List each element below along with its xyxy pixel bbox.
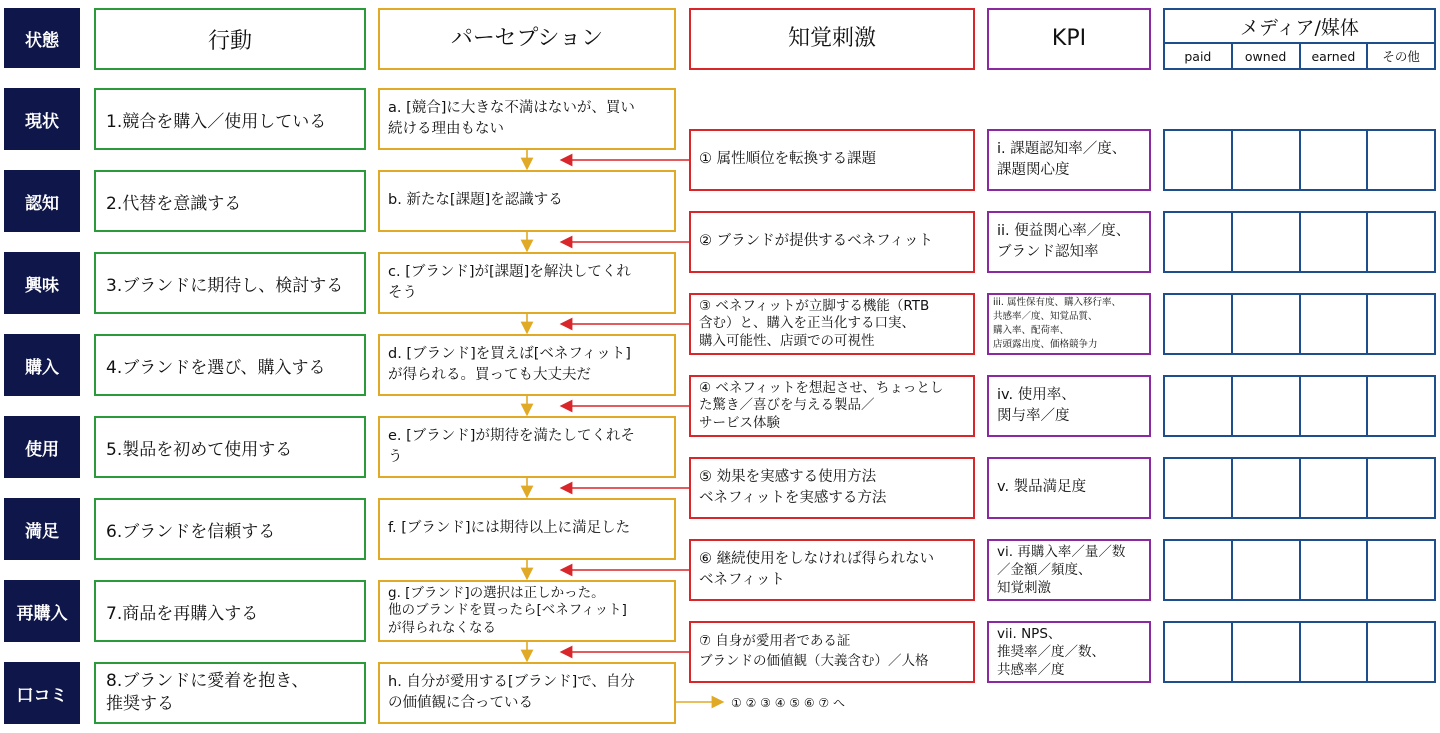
- loop-back-reference: ① ② ③ ④ ⑤ ⑥ ⑦ へ: [731, 696, 846, 710]
- perception-text: e. [ブランド]が期待を満たしてくれそ う: [388, 427, 635, 465]
- perception-flow-arrows: [527, 150, 718, 702]
- stimulus-text: ③ ベネフィットが立脚する機能（RTB 含む）と、購入を正当化する口実、 購入可能性、店頭での可視性: [699, 297, 930, 349]
- perception-text: a. [競合]に大きな不満はないが、買い 続ける理由もない: [388, 99, 635, 137]
- state-label: 購入: [25, 357, 59, 378]
- stimulus-header-label: 知覚刺激: [787, 26, 876, 52]
- perception-text: h. 自分が愛用する[ブランド]で、自分 の価値観に合っている: [388, 673, 635, 711]
- kpi-text: v. 製品満足度: [997, 479, 1087, 496]
- stimulus-text: ⑤ 効果を実感する使用方法 ベネフィットを実感する方法: [699, 468, 887, 506]
- kpi-text: vii. NPS、 推奨率／度／数、 共感率／度: [997, 625, 1105, 679]
- state-header-label: 状態: [25, 30, 59, 51]
- action-text: 3.ブランドに期待し、検討する: [106, 275, 344, 296]
- media-column-other: その他: [1382, 49, 1420, 64]
- action-text: 6.ブランドを信頼する: [106, 521, 276, 542]
- stimulus-text: ① 属性順位を転換する課題: [699, 151, 877, 168]
- media-column-paid: paid: [1165, 44, 1233, 68]
- action-text: 5.製品を初めて使用する: [106, 439, 293, 460]
- perception-text: d. [ブランド]を買えば[ベネフィット] が得られる。買っても大丈夫だ: [388, 345, 631, 383]
- stimulus-text: ② ブランドが提供するベネフィット: [699, 233, 933, 250]
- perception-text: c. [ブランド]が[課題]を解決してくれ そう: [388, 263, 631, 301]
- kpi-text: vi. 再購入率／量／数 ／金額／頻度、 知覚刺激: [997, 543, 1126, 597]
- media-column-owned: owned: [1233, 44, 1301, 68]
- state-label: 口コミ: [16, 685, 68, 706]
- action-text: 2.代替を意識する: [106, 193, 242, 214]
- state-label: 興味: [25, 275, 59, 296]
- state-label: 現状: [25, 111, 59, 132]
- perception-header-label: パーセプション: [450, 26, 604, 52]
- action-text: 8.ブランドに愛着を抱き、 推奨する: [106, 671, 309, 714]
- state-label: 使用: [25, 439, 59, 460]
- action-text: 1.競合を購入／使用している: [106, 111, 327, 132]
- stimulus-text: ⑦ 自身が愛用者である証 ブランドの価値観（大義含む）／人格: [699, 633, 929, 669]
- state-label: 認知: [25, 193, 59, 214]
- kpi-header-label: KPI: [1051, 26, 1087, 52]
- stimulus-arrows: [566, 160, 689, 652]
- media-column-earned: earned: [1301, 44, 1369, 68]
- perception-text: g. [ブランド]の選択は正しかった。 他のブランドを買ったら[ベネフィット] が得られなくなる: [388, 584, 627, 636]
- kpi-text: ii. 便益関心率／度、 ブランド認知率: [997, 222, 1131, 260]
- media-header-title: メディア/媒体: [1165, 10, 1434, 44]
- perception-text: f. [ブランド]には期待以上に満足した: [388, 520, 631, 537]
- action-text: 4.ブランドを選び、購入する: [106, 357, 326, 378]
- state-label: 満足: [25, 521, 59, 542]
- state-label: 再購入: [16, 603, 68, 624]
- action-text: 7.商品を再購入する: [106, 603, 259, 624]
- stimulus-text: ④ ベネフィットを想起させ、ちょっとし た驚き／喜びを与える製品／ サービス体験: [699, 379, 944, 431]
- kpi-text: iii. 属性保有度、購入移行率、 共感率／度、知覚品質、 購入率、配荷率、 店頭露出度、価格競争力: [993, 297, 1121, 350]
- action-header-label: 行動: [207, 28, 252, 54]
- kpi-text: i. 課題認知率／度、 課題関心度: [997, 140, 1127, 178]
- kpi-text: iv. 使用率、 関与率／度: [997, 386, 1076, 424]
- perception-text: b. 新たな[課題]を認識する: [388, 192, 563, 209]
- stimulus-text: ⑥ 継続使用をしなければ得られない ベネフィット: [699, 550, 935, 588]
